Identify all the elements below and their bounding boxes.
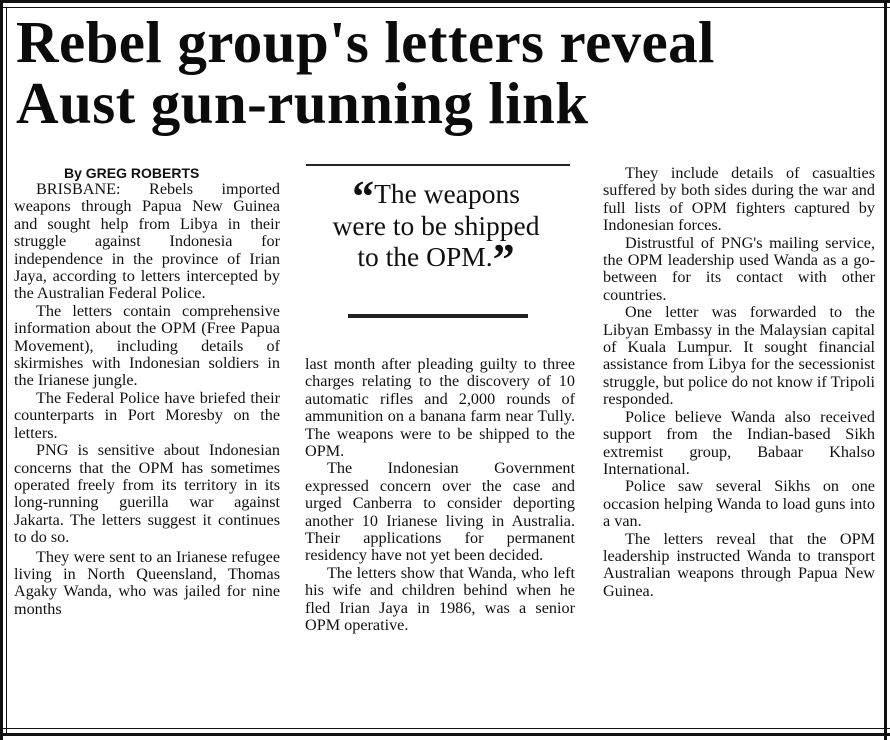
right-border: [884, 0, 887, 740]
paragraph: They include details of casualties suffered by both sides during the war and full lists of OPM fighters captured by Indonesian forces.: [603, 164, 875, 235]
paragraph: last month after pleading guilty to three charges relating to the discovery of 10 automatic rifles and 2,000 rounds of ammunition on a banana farm near Tully. The weapons were to be shipped to the OPM.: [305, 355, 575, 461]
bottom-inner-border: [0, 728, 890, 729]
paragraph: Distrustful of PNG's mailing service, the OPM leadership used Wanda as a go-between for its contact with other countries.: [603, 233, 875, 304]
paragraph: The letters show that Wanda, who left his wife and children behind when he fled Irian Jaya in 1986, was a senior OPM operative.: [305, 563, 575, 635]
article-column-1: [14, 165, 280, 618]
close-quote-mark: ”: [492, 235, 515, 284]
paragraph: The Indonesian Government expressed concern over the case and urged Canberra to consider deporting another 10 Irianese living in Australia. Their applications for permanent residency have not yet been decided.: [305, 459, 575, 565]
byline: By GREG ROBERTS: [64, 165, 200, 181]
paragraph: They were sent to an Irianese refugee living in North Queensland, Thomas Agaky Wanda, who was jailed for nine months: [14, 547, 280, 618]
top-border: [0, 0, 890, 3]
paragraph: Police saw several Sikhs on one occasion helping Wanda to load guns into a van.: [603, 477, 875, 531]
paragraph: The letters contain comprehensive information about the OPM (Free Papua Movement), including details of skirmishes with Indonesian soldiers in the Irianese jungle.: [14, 301, 280, 390]
left-border: [0, 0, 3, 740]
pullquote: [300, 172, 572, 284]
paragraph: BRISBANE: Rebels imported weapons through Papua New Guinea and sought help from Libya in their struggle against Indonesia for independence in the province of Irian Jaya, according to letters intercepted by the Australian Federal Police.: [14, 180, 280, 303]
paragraph: PNG is sensitive about Indonesian concerns that the OPM has sometimes operated freely from its territory in its long-running guerilla war against Jakarta. The letters suggest it continues to do so.: [14, 441, 280, 547]
headline: [16, 9, 876, 136]
pullquote-line-1: The weapons: [374, 178, 520, 209]
article-column-2: [305, 356, 575, 635]
pullquote-top-rule: [306, 164, 570, 166]
article-column-3: [603, 165, 875, 600]
bottom-border: [0, 733, 890, 736]
open-quote-mark: “: [352, 172, 375, 221]
paragraph: Police believe Wanda also received support from the Indian-based Sikh extremist group, Babaar Khalso International.: [603, 407, 875, 478]
paragraph: The letters reveal that the OPM leadership instructed Wanda to transport Australian weapons through Papua New Guinea.: [603, 529, 875, 600]
top-inner-border: [0, 7, 890, 8]
paragraph: One letter was forwarded to the Libyan Embassy in the Malaysian capital of Kuala Lumpur. It sought financial assistance from Libya for the secessionist struggle, but police do not know if Tripoli responded.: [603, 303, 875, 409]
pullquote-line-2: were to be shipped: [332, 209, 540, 241]
headline-line-2: Aust gun-running link: [16, 70, 589, 136]
left-inner-border: [6, 8, 7, 733]
paragraph: The Federal Police have briefed their counterparts in Port Moresby on the letters.: [14, 388, 280, 442]
headline-line-1: Rebel group's letters reveal: [16, 9, 715, 75]
pullquote-bottom-rule: [348, 314, 528, 318]
pullquote-line-3: to the OPM.: [357, 241, 493, 272]
